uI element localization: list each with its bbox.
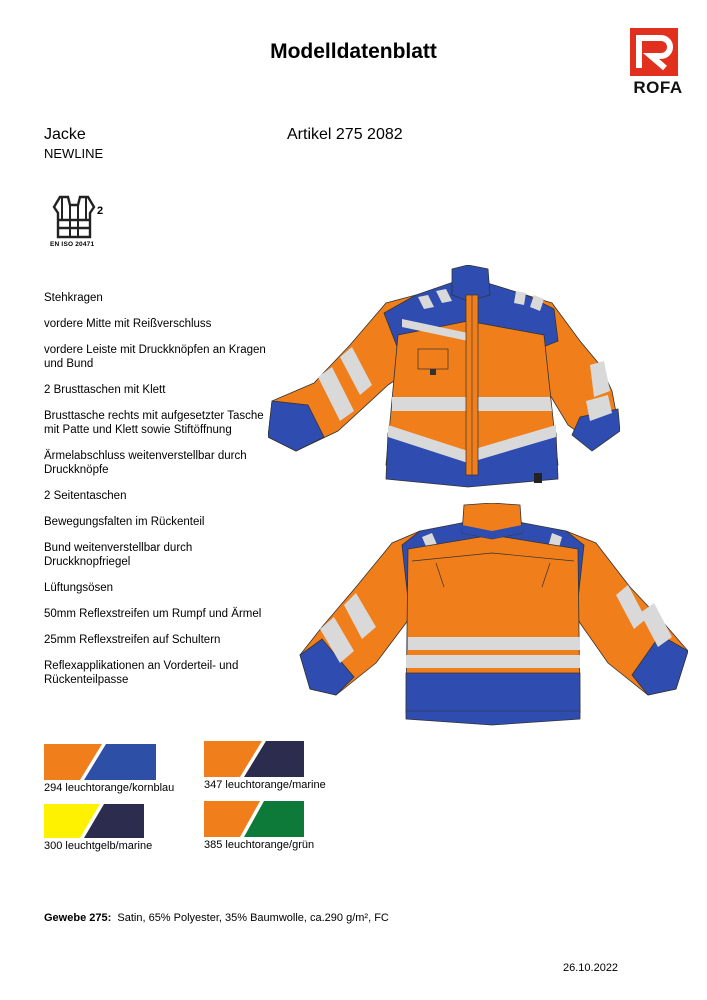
fabric-info [44,912,389,924]
rofa-logo-icon [627,28,689,78]
feature-item: vordere Leiste mit Druckknöpfen an Kragen und Bund [44,344,266,370]
feature-item: vordere Mitte mit Reißverschluss [44,318,212,330]
colorway-swatch [204,801,304,837]
certification-standard: EN ISO 20471 [50,241,95,248]
colorway-385 [204,801,364,853]
feature-item: Ärmelabschluss weitenverstellbar durch Druckknöpfe [44,450,247,476]
feature-item: Bund weitenverstellbar durch Druckknopfriegel [44,542,193,568]
certification-class: 2 [97,205,104,217]
certification-badge [50,193,120,255]
logo-text: ROFA [633,78,683,97]
colorway-347 [204,741,364,793]
colorway-label: 300 leuchtgelb/marine [44,840,153,852]
article-number: Artikel 275 2082 [287,126,403,143]
fabric-label: Gewebe 275: [44,912,112,924]
feature-item: Brusttasche rechts mit aufgesetzter Tasche mit Patte und Klett sowie Stiftöffnung [44,410,264,436]
colorway-swatch [44,804,144,838]
feature-item: Stehkragen [44,292,103,304]
colorway-swatch [204,741,304,777]
colorway-294 [44,744,204,796]
fabric-text: Satin, 65% Polyester, 35% Baumwolle, ca.290 g/m², FC [117,912,389,924]
colorway-label: 385 leuchtorange/grün [204,839,315,851]
feature-item: Lüftungsösen [44,582,114,594]
hi-vis-vest-icon [50,193,98,239]
rofa-logo [627,28,689,98]
jacket-back-view [296,503,688,729]
feature-list [44,291,279,699]
colorway-label: 294 leuchtorange/kornblau [44,782,175,794]
colorway-label: 347 leuchtorange/marine [204,779,326,791]
feature-item: 2 Brusttaschen mit Klett [44,384,166,396]
product-line: NEWLINE [44,146,104,161]
feature-item: 2 Seitentaschen [44,490,127,502]
feature-item: Bewegungsfalten im Rückenteil [44,516,205,528]
feature-item: Reflexapplikationen an Vorderteil- und Rückenteilpasse [44,660,239,686]
page-title: Modelldatenblatt [270,40,437,63]
document-date: 26.10.2022 [563,962,619,974]
feature-item: 25mm Reflexstreifen auf Schultern [44,634,221,646]
product-type: Jacke [44,126,86,143]
colorway-swatch [44,744,156,780]
feature-item: 50mm Reflexstreifen um Rumpf und Ärmel [44,608,262,620]
jacket-front-view [268,265,620,495]
colorway-300 [44,804,204,856]
